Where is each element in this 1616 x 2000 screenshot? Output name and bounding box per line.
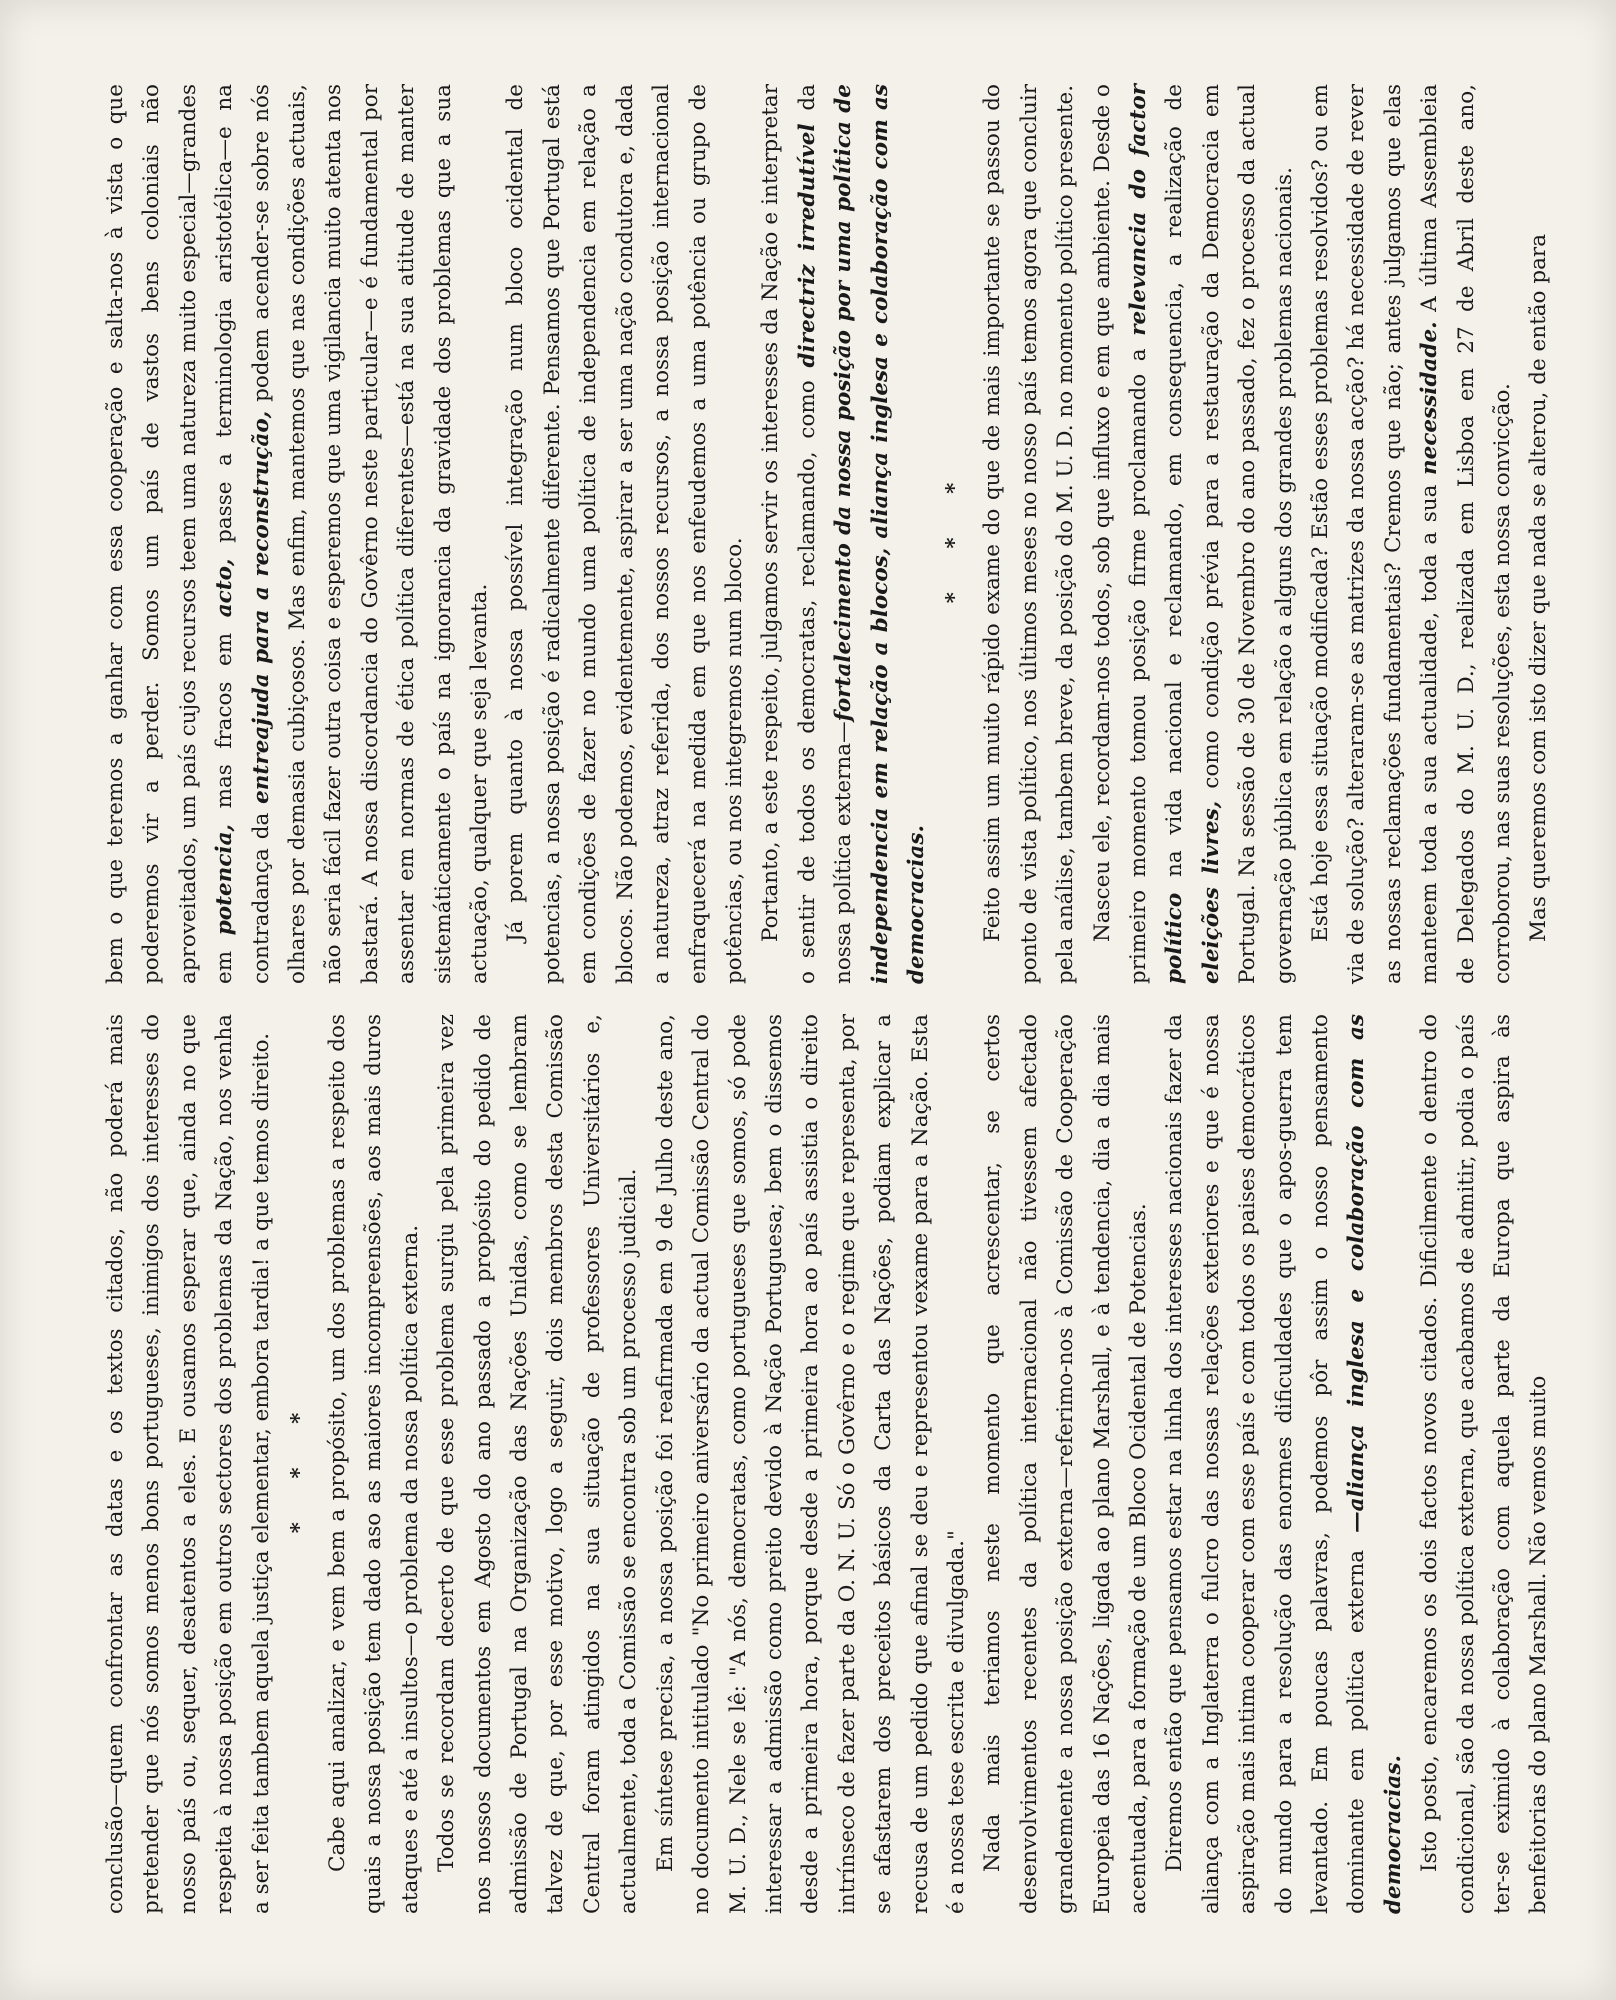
- paragraph: Isto posto, encaremos os dois factos novos citados. Dificilmente o dentro do condicional, são da nossa política externa, que acabamos de admitir, podia o país ter-se eximido à colaboração com aquela parte da Europa que aspira às benfeitorias do plano Marshall. Não vemos muito: [1417, 1014, 1552, 1914]
- paragraph: conclusão—quem confrontar as datas e os textos citados, não poderá mais pretender que nós somos menos bons portugueses, inimigos dos interesses do nosso país ou, sequer, desatentos a eles. E ousamos esperar que, ainda no que respeita à nossa posição em outros sectores dos problemas da Nação, nos venha a ser feita tambem aquela justiça elementar, embora tardia! a que temos direito.: [103, 1014, 274, 1914]
- text-run: podem acender-se sobre nós olhares por demasia cubiçosos. Mas enfim, mantemos que nas condições actuais, não seria fácil fazer outra coisa e esperemos que uma vigilancia muito atenta nos bastará. A nossa discordancia do Govêrno neste particular—e é fundamental por assentar em normas de ética política diferentes—está na sua atitude de manter sistemáticamente o país na ignorancia da gravidade dos problemas que a sua actuação, qualquer que seja levanta.: [248, 84, 493, 984]
- rotated-document-page: [58, 70, 1558, 1930]
- paragraph: [1157, 1014, 1412, 1914]
- left-text-column: [98, 1014, 1552, 1914]
- text-run: Diremos então que pensamos estar na linha dos interesses nacionais fazer da aliança com a Inglaterra o fulcro das nossas relações exteriores e que é nossa aspiração mais intima cooperar com esse país e com todos os paises democráticos do mundo para a resolução das enormes dificuldades que o apos-guerra tem levantado. Em poucas palavras, podemos pôr assim o nosso pensamento dominante em política externa: [1162, 1014, 1370, 1914]
- text-run: como condição prévia para a restauração da Democracia em Portugal. Na sessão de 30 de Novembro do ano passado, fez o processo da actual governação pública em relação a alguns dos grandes problemas nacionais.: [1198, 84, 1297, 984]
- text-run: mas fracos em: [212, 632, 238, 809]
- paragraph: Cabe aqui analizar, e vem bem a propósito, um dos problemas a respeito dos quais a nossa posição tem dado aso as maiores incompreensões, aos mais duros ataques e até a insultos—o problema da nossa política externa.: [325, 1014, 423, 1914]
- emphasis-text: eleições livres,: [1198, 800, 1224, 984]
- text-run: bem o que teremos a ganhar com essa cooperação e salta-nos à vista o que poderemos vir a perder. Somos um país de vastos bens coloniais não aproveitados, um país cujos recursos teem uma natureza muito especial—grandes em: [103, 84, 238, 984]
- paragraph: Nada mais teriamos neste momento que acrescentar, se certos desenvolvimentos recentes da política internacional não tivessem afectado grandemente a nossa posição externa—referimo-nos à Comissão de Cooperação Europeia das 16 Nações, ligada ao plano Marshall, e à tendencia, dia a dia mais acentuada, para a formação de um Bloco Ocidental de Potencias.: [980, 1014, 1151, 1914]
- emphasis-text: relevancia do factor político: [1125, 83, 1188, 984]
- emphasis-text: potencia,: [212, 824, 238, 936]
- paragraph: [98, 84, 498, 984]
- paragraph: Todos se recordam decerto de que esse problema surgiu pela primeira vez nos nossos documentos em Agosto do ano passado a propósito do pedido de admissão de Portugal na Organização das Nações Unidas, como se lembram talvez de que, por esse motivo, logo a seguir, dois membros desta Comissão Central foram atingidos na sua situação de professores Universitários e, actualmente, toda a Comissão se encontra sob um processo judicial.: [434, 1014, 642, 1914]
- text-run: da nossa política externa—: [794, 84, 857, 984]
- text-run: Está hoje essa situação modificada? Estão esses problemas resolvidos? ou em via de solução? alteraram-se as matrizes da nossa acção? há necessidade de rever as nossas reclamações fundamentais? Cremos que não; antes julgamos que elas manteem toda a sua actualidade, toda a sua: [1308, 84, 1443, 984]
- emphasis-text: necessidade.: [1417, 321, 1443, 475]
- right-text-column: [98, 83, 1552, 984]
- paragraph: Mas queremos com isto dizer que nada se alterou, de então para: [1526, 233, 1552, 942]
- emphasis-text: acto,: [212, 558, 238, 618]
- paragraph: [1303, 84, 1521, 984]
- emphasis-text: entreajuda para a reconstrução,: [248, 410, 274, 804]
- text-run: Portanto, a este respeito, julgamos servir os interesses da Nação e interpretar o sentir de todos os democratas, reclamando, como: [758, 84, 820, 984]
- paragraph: [753, 84, 935, 984]
- section-separator: * * *: [942, 464, 968, 604]
- paragraph: Em síntese precisa, a nossa posição foi reafirmada em 9 de Julho deste ano, no documento intitulado "No primeiro aniversário da actual Comissão Central do M. U. D., Nele se lê: "A nós, democratas, como portugueses que somos, só pode interessar a admissão como preito devido à Nação Portuguesa; bem o dissemos desde a primeira hora, porque desde a primeira hora ao país assistia o direito intrínseco de fazer parte da O. N. U. Só o Govêrno e o regime que representa, por se afastarem dos preceitos básicos da Carta das Nações, podiam explicar a recusa de um pedido que afinal se deu e representou vexame para a Nação. Esta é a nossa tese escrita e divulgada.": [652, 1014, 969, 1914]
- emphasis-text: —aliança inglesa e colaboração com as democracias.: [1344, 1014, 1406, 1914]
- paragraph: [1085, 84, 1303, 984]
- section-separator: * * *: [287, 1394, 313, 1534]
- paragraph: Feito assim um muito rápido exame do que de mais importante se passou do ponto de vista político, nos últimos meses no nosso país temos agora que concluir pela análise, tambem breve, da posição do M. U. D. no momento político presente.: [980, 84, 1079, 984]
- emphasis-text: fortalecimento da nossa posição por uma política de independencia em relação a blocos, aliança inglesa e colaboração com as democracias.: [831, 84, 929, 984]
- paragraph: Já porem quanto à nossa possível integração num bloco ocidental de potencias, a nossa posição é radicalmente diferente. Pensamos que Portugal está em condições de fazer no mundo uma política de independencia em relação a blocos. Não podemos, evidentemente, aspirar a ser uma nação condutora e, dada a natureza, atraz referida, dos nossos recursos, a nossa posição internacional enfraquecerá na medida em que nos enfeudemos a uma potência ou grupo de potências, ou nos integremos num bloco.: [503, 84, 747, 984]
- text-run: na vida nacional e reclamando, em consequencia, a realização de: [1162, 84, 1188, 878]
- text-run: Nasceu ele, recordam-nos todos, sob que influxo e em que ambiente. Desde o primeiro momento tomou posição firme proclamando a: [1089, 84, 1151, 984]
- text-run: A última Assembleia de Delegados do M. U. D., realizada em Lisboa em 27 de Abril deste ano, corroborou, nas suas resoluções, esta nossa convicção.: [1417, 84, 1516, 984]
- emphasis-text: directriz irredutível: [794, 123, 820, 368]
- text-run: passe a terminologia aristotélica—e na contradança da: [212, 84, 274, 984]
